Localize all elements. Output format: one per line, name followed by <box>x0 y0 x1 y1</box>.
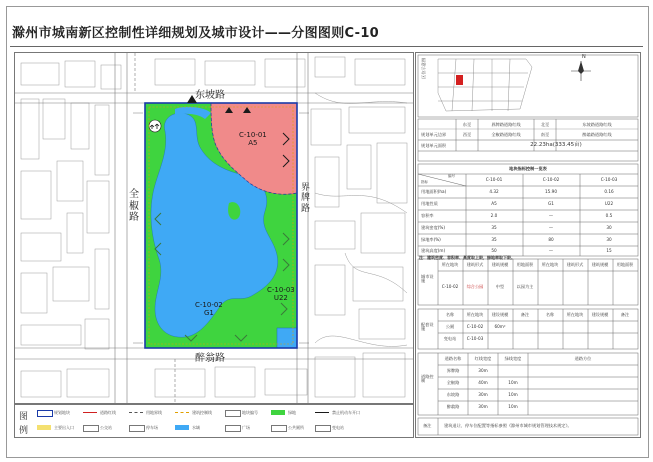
legend-caption: 例 <box>19 426 29 436</box>
supply-cell: C-10-03 <box>466 336 484 341</box>
index-row-label: 用地性质 <box>421 201 438 206</box>
map-legend <box>14 404 414 438</box>
legend-label: 公交站 <box>100 425 112 430</box>
facility-header: 建筑规模 <box>591 262 609 267</box>
boundary-cell: 东坡路道路红线 <box>582 122 612 127</box>
facility-header: 所在地块 <box>541 262 559 267</box>
facility-header: 建筑规模 <box>491 262 509 267</box>
index-row-label: 容积率 <box>421 213 434 218</box>
legend-swatch-green <box>271 410 285 415</box>
legend-label: 停车场 <box>146 425 158 430</box>
index-value: 4.32 <box>489 189 499 194</box>
legend-label: 主要出入口 <box>54 425 74 430</box>
location-marker <box>456 75 463 85</box>
supply-header: 名称 <box>445 312 455 317</box>
index-corner-bottom: 指标 <box>421 180 428 184</box>
index-value: 30 <box>606 237 612 242</box>
legend-swatch-noopening <box>315 412 329 413</box>
legend-swatch-plot <box>37 410 53 417</box>
legend-label: 地块编号 <box>242 410 258 415</box>
supply-header: 名称 <box>545 312 555 317</box>
supply-cell: 60m² <box>494 324 506 329</box>
remark-label: 备注 <box>423 423 432 428</box>
index-value: A5 <box>491 201 497 206</box>
index-value: 15 <box>606 248 612 253</box>
boundary-cell: 全椒路道路红线 <box>491 132 521 137</box>
facility-cell: 综合公园 <box>466 284 484 289</box>
legend-swatch-substation <box>315 425 331 432</box>
boundary-cell: 北至 <box>540 122 550 127</box>
plot-code: C-10-03 <box>267 286 295 294</box>
plot-c-10-03[interactable] <box>277 328 297 348</box>
index-value: — <box>548 248 554 253</box>
compass-icon <box>571 61 591 81</box>
road-label-west <box>129 189 141 224</box>
index-row-label: 用地面积(ha) <box>421 189 447 194</box>
legend-swatch-buildline <box>175 412 189 413</box>
road-label-north: 东坡路 <box>195 90 225 101</box>
road-cell: 东坡路 <box>446 392 460 397</box>
legend-swatch-entrance <box>37 425 51 430</box>
supply-header: 备注 <box>620 312 630 317</box>
legend-swatch-toilet <box>271 425 287 432</box>
road-side-label: 道路控制 <box>421 374 434 384</box>
legend-label: 规划地块 <box>54 410 70 415</box>
plot-code: C-10-01 <box>239 131 267 139</box>
facility-cell: 中型 <box>495 284 505 289</box>
road-cell: 10m <box>508 404 518 409</box>
supply-header: 备注 <box>520 312 530 317</box>
index-value: 35 <box>491 237 497 242</box>
supply-header: 所在地块 <box>566 312 584 317</box>
legend-label: 变电站 <box>332 425 344 430</box>
index-value: 80 <box>548 237 554 242</box>
boundary-cell: 西至 <box>462 132 472 137</box>
road-header: 道路名称 <box>444 356 462 361</box>
facility-header: 用地面积 <box>516 262 534 267</box>
plot-label-c-10-03 <box>267 286 295 302</box>
index-table-title: 地块指标控制一览表 <box>509 166 547 171</box>
index-value: 50 <box>491 248 497 253</box>
road-cell: 界牌路 <box>446 368 460 373</box>
road-cell: 30m <box>478 392 488 397</box>
index-value: 2.0 <box>490 213 498 218</box>
boundary-cell: 南至 <box>540 132 550 137</box>
facility-header: 建筑形式 <box>566 262 584 267</box>
road-header: 绿线宽度 <box>504 356 522 361</box>
road-label-west-char: 全 <box>129 189 139 200</box>
road-label-east-char: 界 <box>301 183 311 193</box>
area-value: 22.23ha(333.45亩) <box>530 142 582 148</box>
index-value: — <box>548 213 554 218</box>
legend-label: 道路红线 <box>100 410 116 415</box>
location-label: 区位示意图 <box>421 58 426 79</box>
road-label-west-char: 椒 <box>129 200 139 212</box>
legend-label: 用地界线 <box>146 410 162 415</box>
road-label-west-char: 路 <box>129 212 139 223</box>
title-divider <box>10 46 643 47</box>
index-value: 0.16 <box>604 189 614 194</box>
facility-cell: C-10-02 <box>441 284 459 289</box>
road-label-south: 醉翁路 <box>195 353 225 364</box>
facility-header: 用地面积 <box>616 262 634 267</box>
supply-header: 所在地块 <box>466 312 484 317</box>
map-view[interactable] <box>14 52 414 404</box>
road-label-east <box>301 183 313 214</box>
index-value: G1 <box>548 201 554 206</box>
supply-cell: 变电站 <box>443 336 457 341</box>
road-label-east-char: 牌 <box>301 193 311 204</box>
road-cell: 30m <box>478 368 488 373</box>
remark-text: 建筑退让、停车位配置等指标参照《滁州市城市规划管理技术规定》。 <box>444 423 572 428</box>
index-value: 30 <box>606 225 612 230</box>
legend-swatch-square <box>225 425 241 432</box>
index-value: U22 <box>604 201 614 206</box>
legend-label: 绿地 <box>288 410 296 415</box>
index-plot-header: C-10-03 <box>600 177 618 182</box>
supply-header: 建设规模 <box>591 312 609 317</box>
map-canvas <box>15 53 413 403</box>
plot-use: A5 <box>248 139 258 148</box>
legend-label: 禁止机动车开口 <box>332 410 360 415</box>
plot-label-c-10-01 <box>239 131 267 147</box>
index-note: 注：建筑密度、容积率、高度取上限，绿地率取下限。 <box>419 255 515 260</box>
road-header: 红线宽度 <box>474 356 492 361</box>
plot-use: G1 <box>203 309 214 318</box>
page-title: 滁州市城南新区控制性详细规划及城市设计——分图图则C-10 <box>12 26 380 41</box>
index-value: 0.5 <box>605 213 613 218</box>
index-row-label: 绿地率(%) <box>421 237 441 242</box>
surrounding-blocks <box>21 61 121 397</box>
legend-label: 水域 <box>192 425 200 430</box>
index-value: 15.90 <box>545 189 557 194</box>
index-row-label: 建筑高度(m) <box>421 248 446 253</box>
facility-header: 所在地块 <box>441 262 459 267</box>
road-cell: 40m <box>478 380 488 385</box>
road-cell: 醉翁路 <box>446 404 460 409</box>
legend-swatch-water <box>175 425 189 430</box>
supply-cell: C-10-02 <box>466 324 484 329</box>
index-plot-header: C-10-02 <box>542 177 560 182</box>
plot-label-c-10-02 <box>195 301 223 317</box>
road-label-east-char: 路 <box>301 203 311 214</box>
legend-swatch-bus <box>83 425 99 432</box>
plot-code: C-10-02 <box>195 301 223 309</box>
index-value: 35 <box>491 225 497 230</box>
index-value: — <box>548 225 554 230</box>
area-label: 规划单元面积 <box>421 143 447 148</box>
boundary-cell: 醉翁路道路红线 <box>582 132 612 137</box>
road-header: 道路方位 <box>574 356 592 361</box>
road-cell: 全椒路 <box>446 380 460 385</box>
legend-swatch-redline <box>83 412 97 413</box>
plot-use: U22 <box>273 294 288 303</box>
boundary-cell: 东至 <box>462 122 472 127</box>
legend-caption: 图 <box>19 412 29 422</box>
boundary-cell: 界牌路道路红线 <box>491 122 521 127</box>
legend-label: 公共厕所 <box>288 425 304 430</box>
road-cell: 10m <box>508 392 518 397</box>
legend-swatch-code <box>225 410 241 417</box>
index-corner-top: 编号 <box>448 174 455 178</box>
index-plot-header: C-10-01 <box>485 177 503 182</box>
legend-swatch-landline <box>129 412 143 413</box>
facility-side-label: 城市设施 <box>421 274 434 284</box>
facility-header: 建筑形式 <box>466 262 484 267</box>
legend-label: 建筑控制线 <box>192 410 212 415</box>
legend-label: 广场 <box>242 425 250 430</box>
index-row-label: 建筑密度(%) <box>421 225 445 230</box>
boundary-row-label: 规划单元边界 <box>421 132 447 137</box>
park-icon <box>149 120 161 132</box>
compass-label: N <box>582 54 586 60</box>
supply-header: 建设规模 <box>491 312 509 317</box>
supply-side-label: 配套设施 <box>421 322 434 332</box>
road-cell: 30m <box>478 404 488 409</box>
road-cell: 10m <box>508 380 518 385</box>
supply-cell: 公厕 <box>445 324 455 329</box>
legend-swatch-parking <box>129 425 145 432</box>
location-map <box>416 53 640 119</box>
info-panel <box>415 52 641 438</box>
facility-cell: 以园为主 <box>516 284 534 289</box>
